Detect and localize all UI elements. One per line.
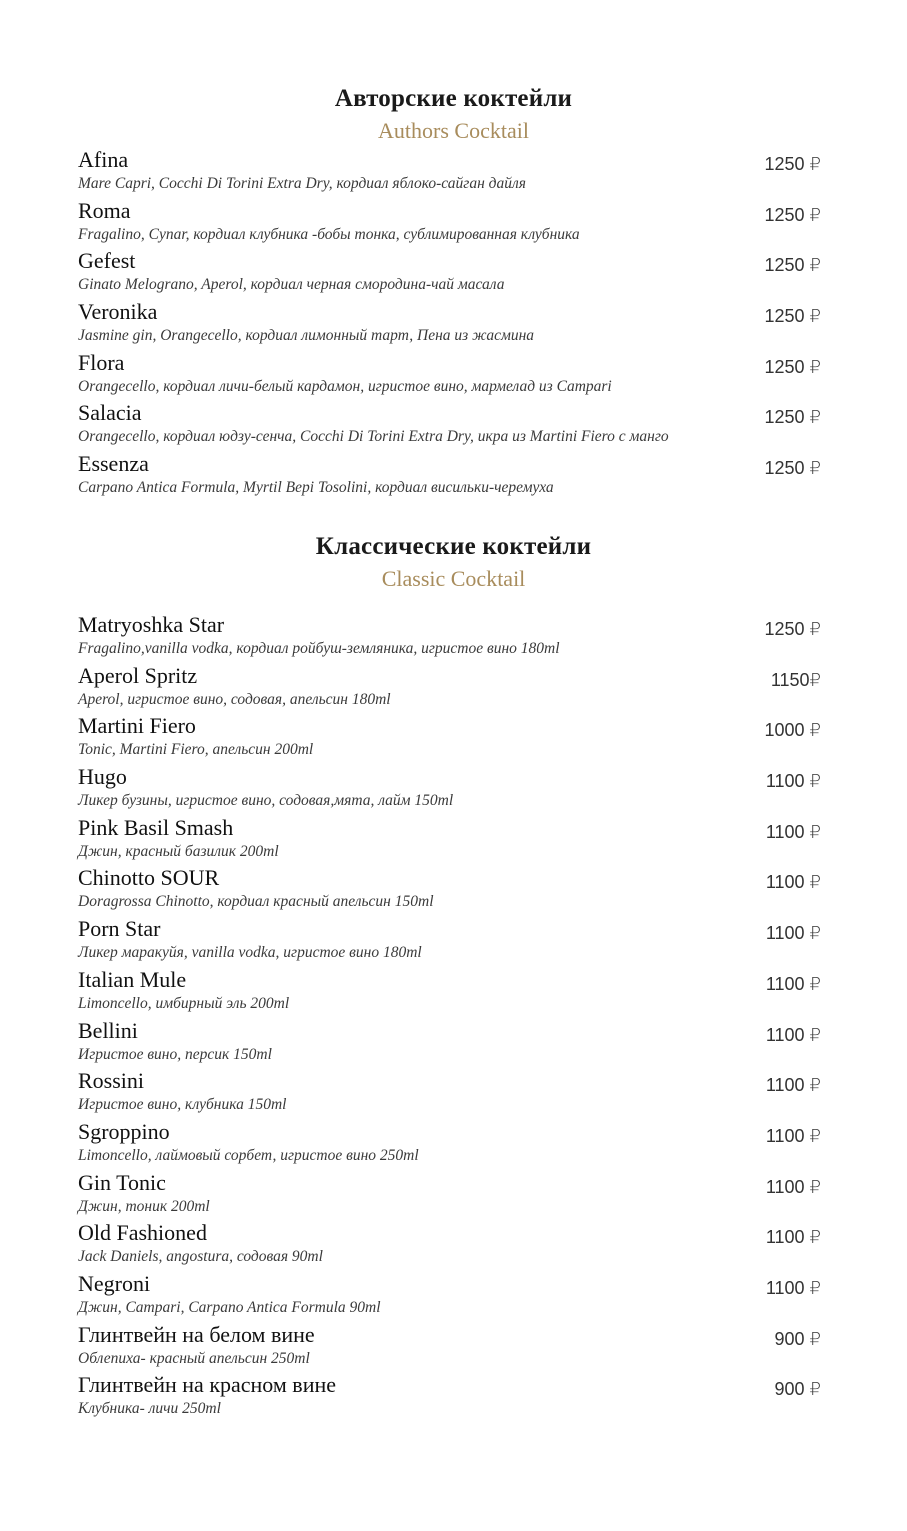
- item-price: 900 ₽: [774, 1328, 821, 1349]
- menu-item: [0, 713, 907, 764]
- item-price: 1250 ₽: [764, 306, 821, 327]
- item-description: Carpano Antica Formula, Myrtil Bepi Tosolini, кордиал висильки-черемуха: [78, 479, 554, 497]
- item-price: 1100 ₽: [765, 973, 821, 994]
- item-description: Orangecello, кордиал личи-белый кардамон, игристое вино, мармелад из Campari: [78, 377, 612, 395]
- item-price: 1100 ₽: [765, 1024, 821, 1045]
- menu-item: [0, 764, 907, 815]
- item-description: Джин, Campari, Carpano Antica Formula 90ml: [78, 1298, 381, 1316]
- item-name: Sgroppino: [78, 1118, 170, 1144]
- item-price: 1100 ₽: [765, 1125, 821, 1146]
- item-name: Negroni: [78, 1270, 151, 1296]
- item-name: Bellini: [78, 1017, 138, 1043]
- section-authors-header: [0, 84, 907, 145]
- item-name: Hugo: [78, 764, 127, 790]
- item-name: Gefest: [78, 248, 136, 274]
- item-price: 1250 ₽: [764, 619, 821, 639]
- menu-item: [0, 248, 907, 299]
- menu-item: [0, 1119, 907, 1170]
- item-price: 1100 ₽: [765, 821, 821, 842]
- item-price: 900 ₽: [774, 1379, 821, 1400]
- item-name: Italian Mule: [78, 966, 187, 992]
- menu-item: [0, 663, 907, 714]
- menu-item: [0, 1170, 907, 1221]
- section-title: Классические коктейли: [315, 533, 592, 560]
- item-description: Джин, красный базилик 200ml: [78, 842, 279, 860]
- item-name: Porn Star: [78, 916, 161, 942]
- menu-item: [0, 612, 907, 663]
- menu-item: [0, 1322, 907, 1373]
- item-name: Flora: [78, 349, 125, 375]
- item-description: Клубника- личи 250ml: [78, 1400, 221, 1418]
- menu-item: [0, 350, 907, 401]
- item-name: Veronika: [78, 299, 158, 325]
- item-description: Облепиха- красный апельсин 250ml: [78, 1349, 310, 1367]
- menu-item: [0, 916, 907, 967]
- item-price: 1250 ₽: [764, 154, 821, 174]
- item-price: 1250 ₽: [764, 407, 821, 428]
- item-price: 1100 ₽: [765, 1075, 821, 1096]
- menu-item: [0, 1271, 907, 1322]
- item-description: Jack Daniels, angostura, содовая 90ml: [78, 1248, 323, 1266]
- item-name: Chinotto SOUR: [78, 865, 220, 891]
- menu-item: [0, 967, 907, 1018]
- item-price: 1100 ₽: [765, 1277, 821, 1298]
- classic-cocktail-list: [0, 612, 907, 1423]
- item-name: Roma: [78, 197, 131, 223]
- item-name: Pink Basil Smash: [78, 814, 234, 840]
- item-price: 1100 ₽: [765, 1176, 821, 1197]
- menu-item: [0, 1220, 907, 1271]
- menu-item: [0, 1018, 907, 1069]
- item-description: Doragrossa Chinotto, кордиал красный апельсин 150ml: [78, 893, 434, 911]
- menu-item: [0, 451, 907, 502]
- item-name: Salacia: [78, 400, 142, 426]
- item-price: 1100 ₽: [765, 1227, 821, 1248]
- item-price: 1100 ₽: [765, 923, 821, 944]
- item-description: Aperol, игристое вино, содовая, апельсин 180ml: [78, 690, 391, 708]
- item-name: Глинтвейн на белом вине: [78, 1321, 315, 1347]
- item-name: Old Fashioned: [78, 1220, 207, 1246]
- item-description: Mare Capri, Cocchi Di Torini Extra Dry, кордиал яблоко-сайган дайля: [78, 175, 526, 192]
- item-description: Ginato Melograno, Aperol, кордиал черная смородина-чай масала: [78, 276, 505, 294]
- menu-item: [0, 198, 907, 249]
- item-name: Глинтвейн на красном вине: [78, 1372, 337, 1398]
- section-subtitle: Classic Cocktail: [381, 566, 526, 591]
- item-price: 1250 ₽: [764, 356, 821, 377]
- item-price: 1250 ₽: [764, 255, 821, 276]
- item-description: Orangecello, кордиал юдзу-сенча, Cocchi Di Torini Extra Dry, икра из Martini Fiero с манго: [78, 428, 669, 446]
- item-price: 1000 ₽: [764, 720, 821, 741]
- menu-item: [0, 400, 907, 451]
- item-description: Fragalino,vanilla vodka, кордиал ройбуш-земляника, игристое вино 180ml: [78, 640, 560, 657]
- menu-item: [0, 1068, 907, 1119]
- item-price: 1150₽: [770, 669, 821, 690]
- menu-item: [0, 815, 907, 866]
- item-name: Martini Fiero: [78, 713, 196, 739]
- item-price: 1100 ₽: [765, 771, 821, 792]
- item-description: Ликер бузины, игристое вино, содовая,мята, лайм 150ml: [78, 792, 454, 810]
- item-name: Matryoshka Star: [78, 612, 225, 637]
- item-description: Limoncello, имбирный эль 200ml: [78, 994, 290, 1012]
- menu-item: [0, 1372, 907, 1423]
- item-name: Aperol Spritz: [78, 662, 198, 688]
- section-classic-header: [0, 532, 907, 593]
- authors-cocktail-list: [0, 147, 907, 502]
- item-price: 1100 ₽: [765, 872, 821, 893]
- item-description: Джин, тоник 200ml: [78, 1197, 210, 1215]
- item-name: Essenza: [78, 451, 149, 477]
- item-price: 1250 ₽: [764, 204, 821, 225]
- item-description: Jasmine gin, Orangecello, кордиал лимонный тарт, Пена из жасмина: [78, 327, 535, 345]
- item-description: Fragalino, Cynar, кордиал клубника -бобы тонка, сублимированная клубника: [78, 225, 580, 243]
- item-name: Rossini: [78, 1068, 145, 1094]
- item-description: Tonic, Martini Fiero, апельсин 200ml: [78, 741, 314, 759]
- item-price: 1250 ₽: [764, 458, 821, 479]
- menu-item: [0, 865, 907, 916]
- section-subtitle: Authors Cocktail: [378, 118, 529, 143]
- item-description: Игристое вино, персик 150ml: [78, 1045, 272, 1063]
- item-description: Ликер маракуйя, vanilla vodka, игристое вино 180ml: [78, 944, 422, 962]
- menu-item: [0, 147, 907, 198]
- section-title: Авторские коктейли: [334, 85, 573, 112]
- item-name: Gin Tonic: [78, 1169, 166, 1195]
- item-description: Limoncello, лаймовый сорбет, игристое вино 250ml: [78, 1146, 419, 1164]
- menu-item: [0, 299, 907, 350]
- item-name: Afina: [78, 147, 129, 172]
- item-description: Игристое вино, клубника 150ml: [78, 1096, 287, 1114]
